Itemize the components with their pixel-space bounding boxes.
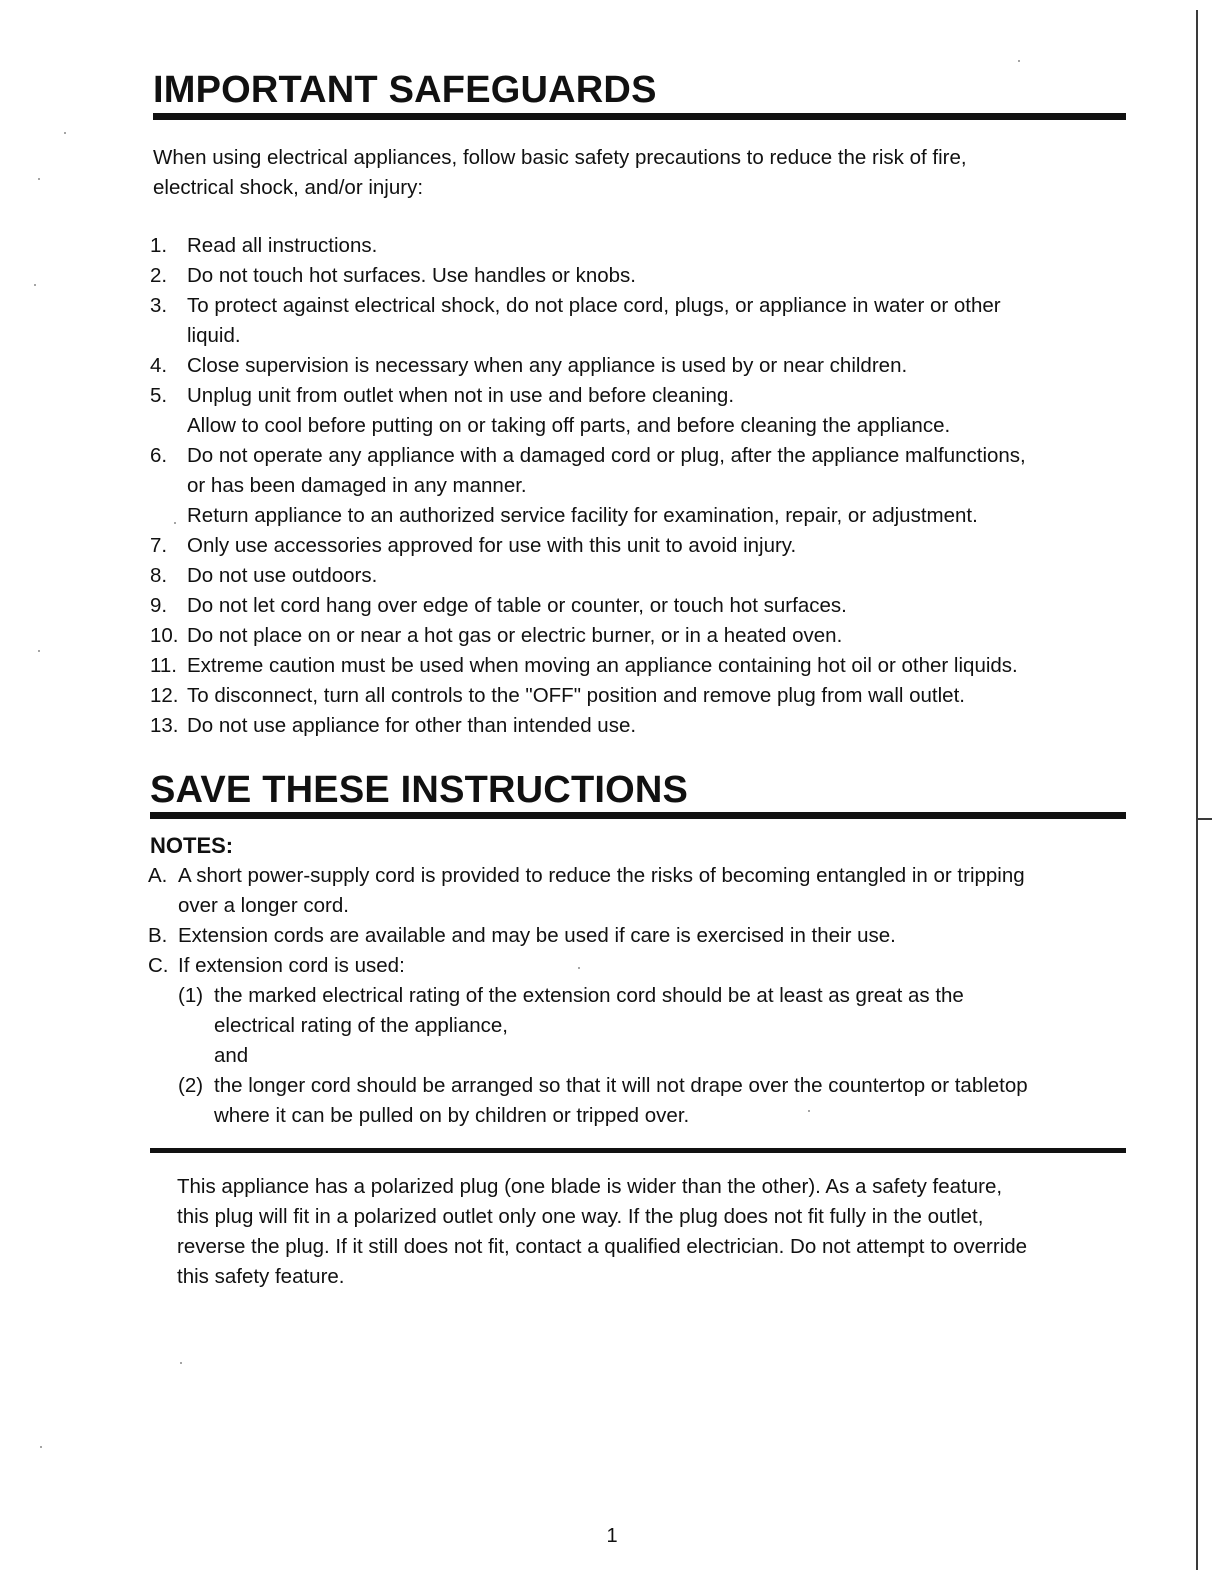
- title-rule: [153, 113, 1126, 120]
- safeguard-item: [150, 381, 1130, 441]
- safeguard-number: 10.: [150, 624, 179, 647]
- safeguard-number: 13.: [150, 714, 179, 737]
- safeguard-line: To protect against electrical shock, do not place cord, plugs, or appliance in water or other: [187, 294, 1001, 317]
- note-marker: B.: [148, 924, 168, 947]
- safeguard-line: Unplug unit from outlet when not in use and before cleaning.: [187, 384, 735, 407]
- safeguard-item: [150, 651, 1130, 681]
- safeguard-number: 3.: [150, 294, 168, 317]
- scan-speck: [34, 284, 36, 286]
- note-line: electrical rating of the appliance,: [214, 1014, 509, 1037]
- note-line: Extension cords are available and may be used if care is exercised in their use.: [178, 924, 896, 947]
- safeguard-line: Do not use outdoors.: [187, 564, 378, 587]
- scan-edge-tick: [1196, 818, 1212, 820]
- page-title: IMPORTANT SAFEGUARDS: [153, 69, 657, 111]
- scan-speck: [40, 1446, 42, 1448]
- scan-speck: [578, 967, 580, 969]
- notes-title: NOTES:: [150, 833, 234, 858]
- intro-line: electrical shock, and/or injury:: [153, 176, 424, 199]
- safeguard-item: [150, 441, 1130, 531]
- note-item: [148, 951, 1138, 1131]
- safeguard-line: Do not use appliance for other than intended use.: [187, 714, 637, 737]
- safeguard-item: [150, 291, 1130, 351]
- safeguard-item: [150, 711, 1130, 741]
- safeguard-item: [150, 621, 1130, 651]
- section-rule: [150, 812, 1126, 819]
- scan-speck: [808, 1110, 810, 1112]
- note-line: and: [214, 1044, 249, 1067]
- safeguard-item: [150, 591, 1130, 621]
- note-line: over a longer cord.: [178, 894, 349, 917]
- note-subitem: [178, 981, 1138, 1071]
- safeguard-number: 5.: [150, 384, 168, 407]
- note-submarker: (1): [178, 984, 204, 1007]
- safeguard-number: 8.: [150, 564, 168, 587]
- page-number: 1: [606, 1525, 618, 1547]
- safeguard-line: Only use accessories approved for use with this unit to avoid injury.: [187, 534, 797, 557]
- note-subitem: [178, 1071, 1138, 1131]
- safeguard-item: [150, 561, 1130, 591]
- safeguard-item: [150, 681, 1130, 711]
- save-instructions-heading: SAVE THESE INSTRUCTIONS: [150, 769, 689, 811]
- safeguard-line: Do not place on or near a hot gas or electric burner, or in a heated oven.: [187, 624, 843, 647]
- safeguard-line: liquid.: [187, 324, 241, 347]
- notes-list: [148, 861, 1138, 1131]
- note-line: the longer cord should be arranged so that it will not drape over the countertop or tabletop: [214, 1074, 1028, 1097]
- safeguard-line: Allow to cool before putting on or taking off parts, and before cleaning the appliance.: [187, 414, 951, 437]
- safeguard-number: 9.: [150, 594, 168, 617]
- note-item: [148, 861, 1138, 921]
- safeguard-number: 4.: [150, 354, 168, 377]
- safeguard-item: [150, 231, 1130, 261]
- safeguard-number: 1.: [150, 234, 168, 257]
- safeguard-number: 7.: [150, 534, 168, 557]
- safeguard-number: 12.: [150, 684, 179, 707]
- note-line: If extension cord is used:: [178, 954, 405, 977]
- scan-speck: [174, 522, 176, 524]
- note-item: [148, 921, 1138, 951]
- scan-speck: [64, 132, 66, 134]
- safeguard-line: Close supervision is necessary when any appliance is used by or near children.: [187, 354, 908, 377]
- safeguard-line: Do not let cord hang over edge of table or counter, or touch hot surfaces.: [187, 594, 847, 617]
- note-marker: C.: [148, 954, 169, 977]
- note-line: the marked electrical rating of the extension cord should be at least as great as the: [214, 984, 964, 1007]
- safeguard-item: [150, 531, 1130, 561]
- safeguard-item: [150, 351, 1130, 381]
- safeguard-number: 11.: [150, 654, 177, 677]
- safeguard-line: Return appliance to an authorized service facility for examination, repair, or adjustment.: [187, 504, 978, 527]
- note-line: A short power-supply cord is provided to reduce the risks of becoming entangled in or tripping: [178, 864, 1025, 887]
- intro-line: When using electrical appliances, follow basic safety precautions to reduce the risk of fire,: [153, 146, 967, 169]
- safeguard-line: To disconnect, turn all controls to the "OFF" position and remove plug from wall outlet.: [187, 684, 965, 707]
- note-sublist: [178, 981, 1138, 1131]
- note-line: where it can be pulled on by children or tripped over.: [214, 1104, 690, 1127]
- intro-paragraph: [153, 143, 1128, 203]
- scan-speck: [38, 178, 40, 180]
- safeguard-list: [150, 231, 1130, 741]
- safeguard-line: or has been damaged in any manner.: [187, 474, 527, 497]
- scan-speck: [180, 1362, 182, 1364]
- note-marker: A.: [148, 864, 168, 887]
- notice-line: This appliance has a polarized plug (one blade is wider than the other). As a safety feature,: [177, 1175, 1003, 1198]
- scan-speck: [38, 650, 40, 652]
- note-submarker: (2): [178, 1074, 204, 1097]
- notice-line: this plug will fit in a polarized outlet only one way. If the plug does not fit fully in the outlet,: [177, 1205, 984, 1228]
- safeguard-number: 6.: [150, 444, 168, 467]
- notice-line: this safety feature.: [177, 1265, 345, 1288]
- safeguard-line: Extreme caution must be used when moving an appliance containing hot oil or other liquids.: [187, 654, 1018, 677]
- safeguard-line: Do not operate any appliance with a damaged cord or plug, after the appliance malfunctions,: [187, 444, 1026, 467]
- safeguard-number: 2.: [150, 264, 168, 287]
- scan-speck: [1018, 60, 1020, 62]
- scan-edge-line: [1196, 10, 1198, 1570]
- polarized-plug-notice: [177, 1172, 1127, 1292]
- notice-line: reverse the plug. If it still does not fit, contact a qualified electrician. Do not attempt to override: [177, 1235, 1028, 1258]
- safeguard-item: [150, 261, 1130, 291]
- safeguard-line: Read all instructions.: [187, 234, 378, 257]
- safeguard-line: Do not touch hot surfaces. Use handles or knobs.: [187, 264, 636, 287]
- footer-rule: [150, 1148, 1126, 1153]
